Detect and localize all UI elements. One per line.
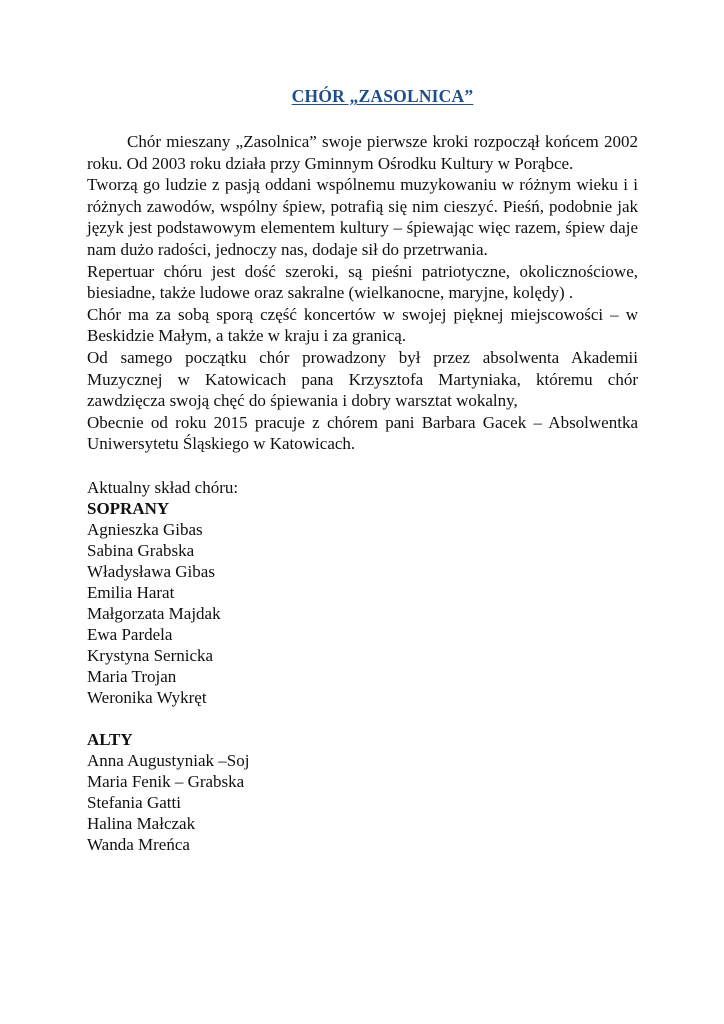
document-page xyxy=(87,86,638,855)
list-item: Małgorzata Majdak xyxy=(87,603,221,623)
composition-label: Aktualny skład chóru: xyxy=(87,477,239,497)
paragraph-conductor-past: Od samego początku chór prowadzony był przez absolwenta Akademii Muzycznej w Katowicach pana Krzysztofa Martyniaka, któremu chór zawdzięcza swoją chęć do śpiewania i dobry warsztat wokalny, xyxy=(87,347,638,411)
list-item: Wanda Mreńca xyxy=(87,834,190,854)
document-title: CHÓR „ZASOLNICA” xyxy=(291,86,474,106)
list-item: Krystyna Sernicka xyxy=(87,645,214,665)
paragraph-members: Tworzą go ludzie z pasją oddani wspólnemu muzykowaniu w różnym wieku i i różnych zawodów, wspólny śpiew, potrafią się nim cieszyć. Pieśń, podobnie jak język jest podstawowym elementem kultury – śpiewając więc razem, śpiew daje nam dużo radości, jednoczy nas, dodaje sił do przetrwania. xyxy=(87,175,638,259)
list-item: Halina Małczak xyxy=(87,813,196,833)
spacer xyxy=(87,455,638,477)
list-item: Emilia Harat xyxy=(87,582,175,602)
paragraph-intro: Chór mieszany „Zasolnica” swoje pierwsze kroki rozpoczął końcem 2002 roku. Od 2003 roku działa przy Gminnym Ośrodku Kultury w Porąbce. xyxy=(87,132,638,173)
list-item: Ewa Pardela xyxy=(87,624,173,644)
member-list-alty xyxy=(87,750,638,855)
section-heading-alty: ALTY xyxy=(87,729,133,749)
section-heading-soprany: SOPRANY xyxy=(87,498,170,518)
paragraph-repertoire: Repertuar chóru jest dość szeroki, są pieśni patriotyczne, okolicznościowe, biesiadne, także ludowe oraz sakralne (wielkanocne, maryjne, kolędy) . xyxy=(87,261,638,303)
list-item: Stefania Gatti xyxy=(87,792,181,812)
paragraph-concerts: Chór ma za sobą sporą część koncertów w swojej pięknej miejscowości – w Beskidzie Małym, a także w kraju i za granicą. xyxy=(87,304,638,346)
member-list-soprany xyxy=(87,519,638,708)
list-item: Weronika Wykręt xyxy=(87,687,207,707)
list-item: Agnieszka Gibas xyxy=(87,519,203,539)
list-item: Maria Trojan xyxy=(87,666,177,686)
paragraph-conductor-current: Obecnie od roku 2015 pracuje z chórem pani Barbara Gacek – Absolwentka Uniwersytetu Śląskiego w Katowicach. xyxy=(87,412,638,454)
list-item: Sabina Grabska xyxy=(87,540,195,560)
list-item: Anna Augustyniak –Soj xyxy=(87,750,250,770)
list-item: Maria Fenik – Grabska xyxy=(87,771,245,791)
list-item: Władysława Gibas xyxy=(87,561,215,581)
spacer xyxy=(87,708,638,729)
